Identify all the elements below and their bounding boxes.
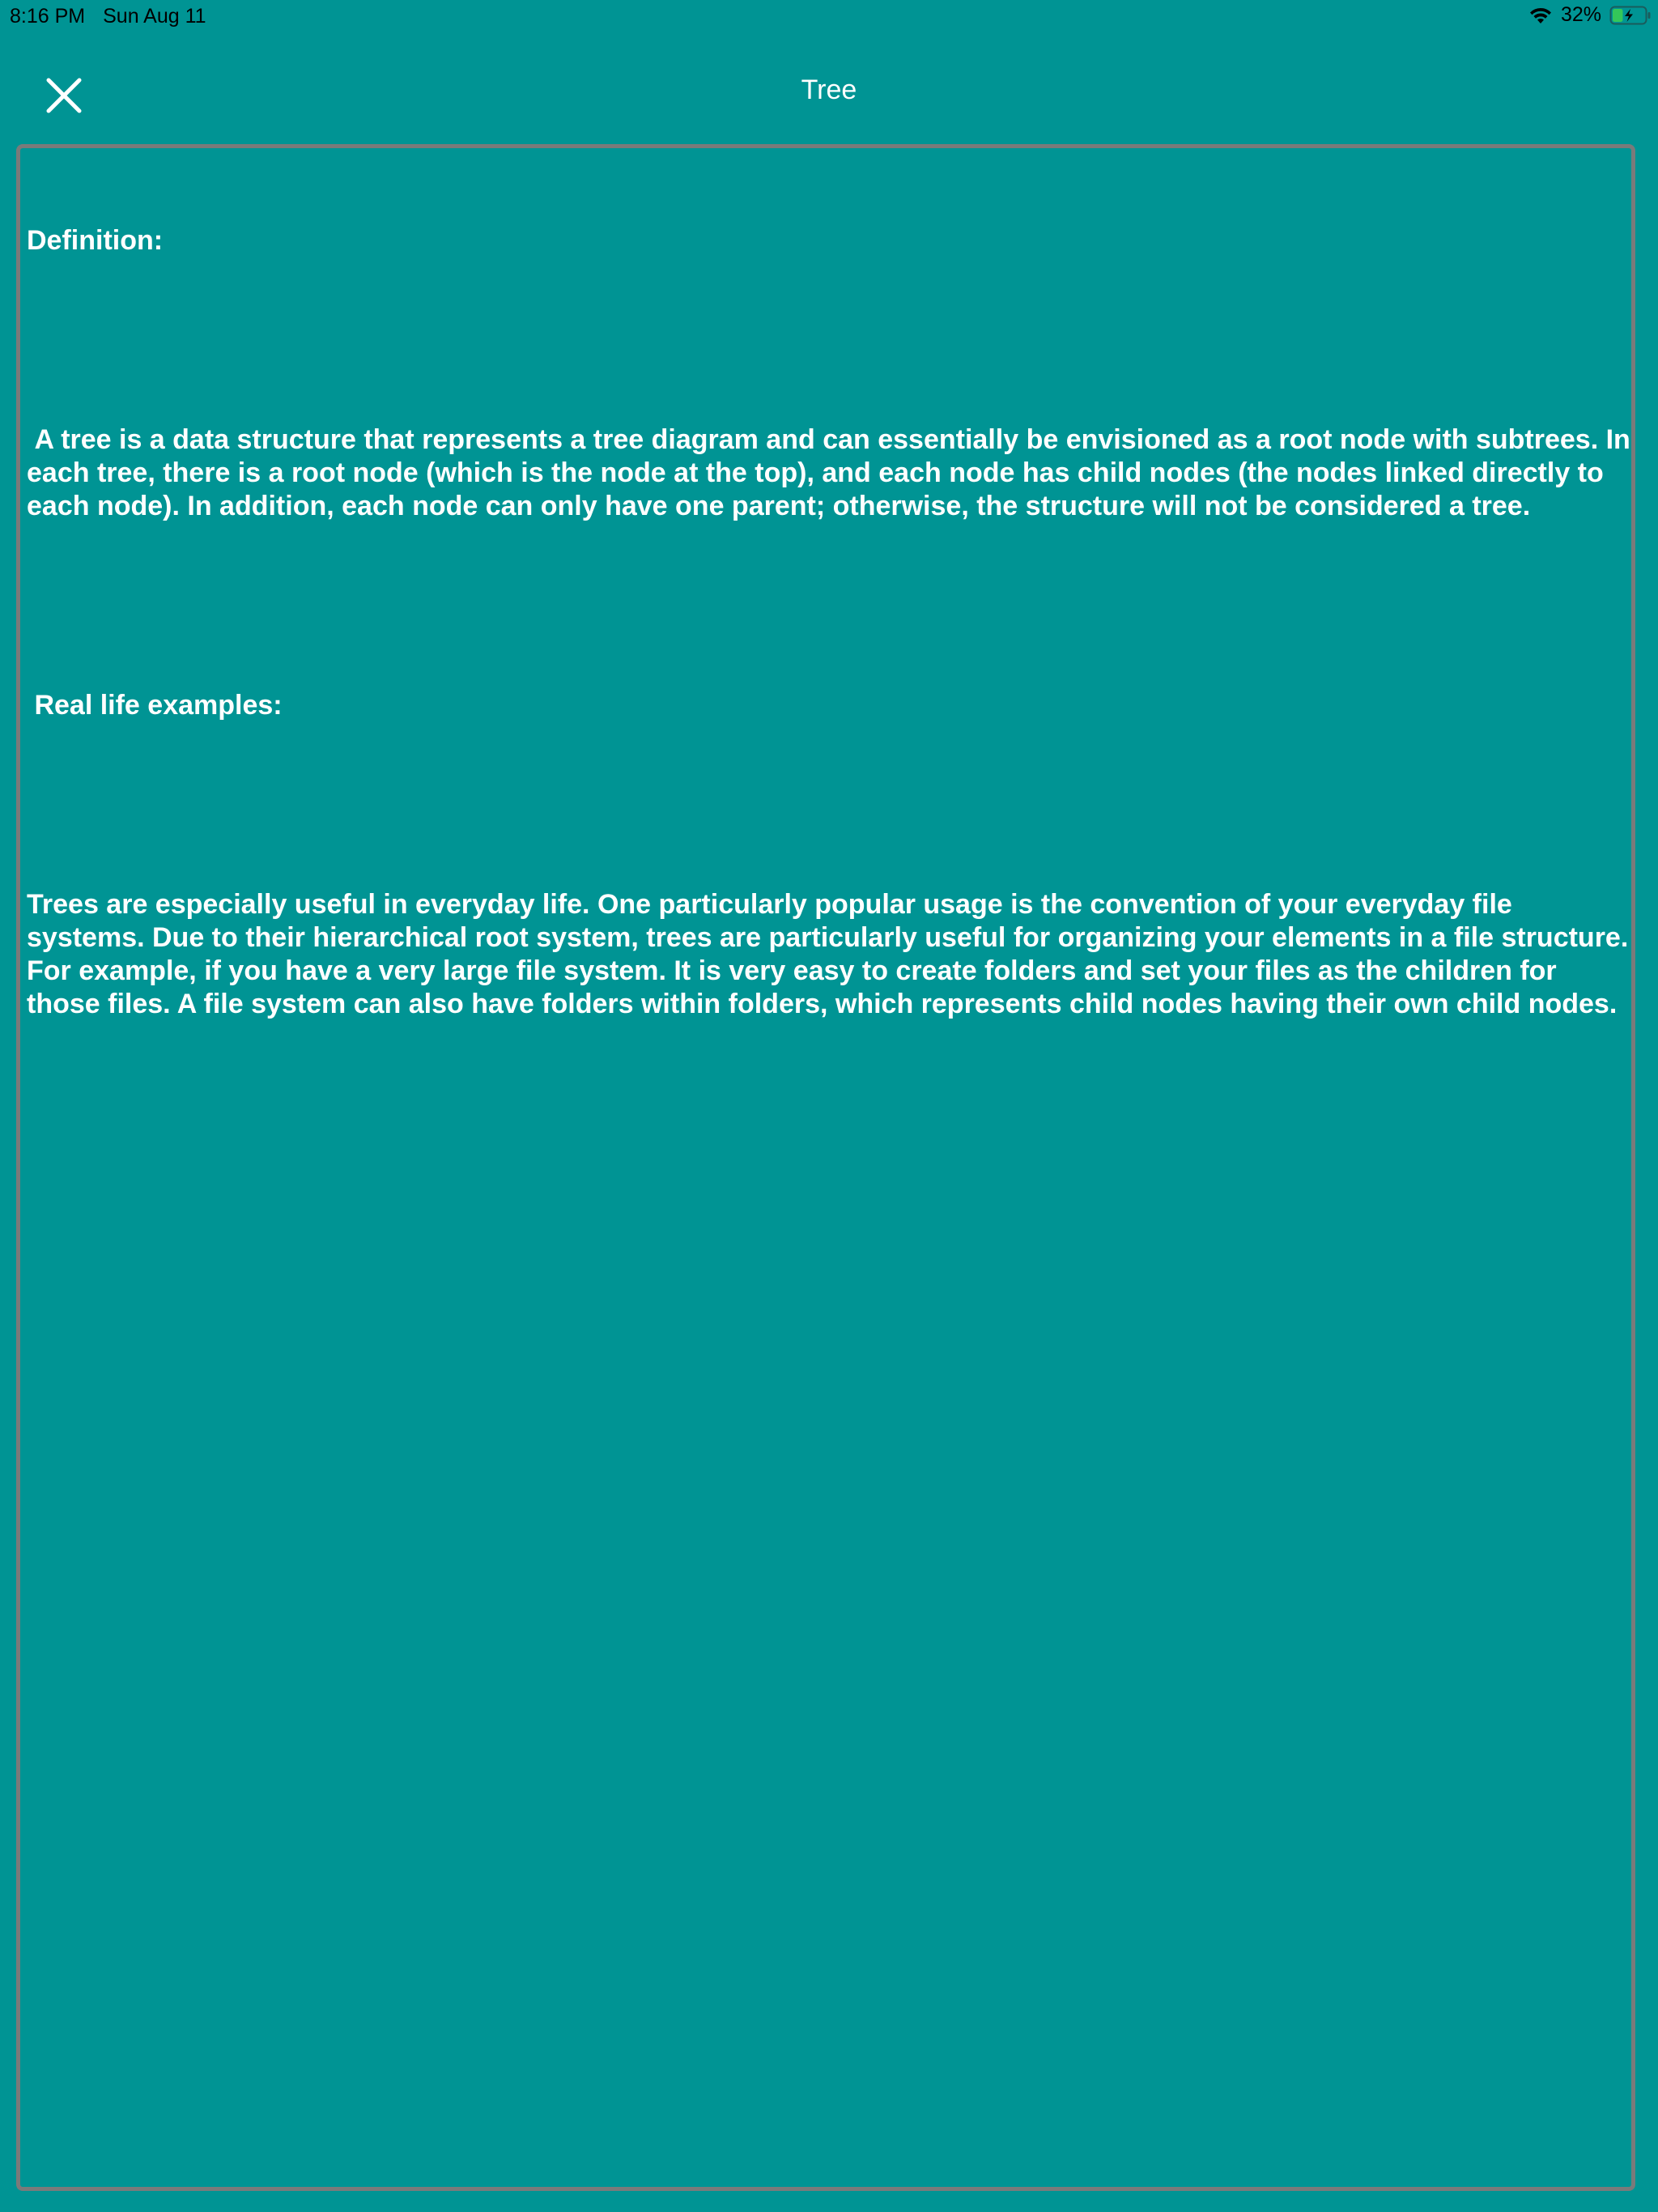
content-text-view[interactable]	[16, 144, 1639, 2191]
spacer	[27, 789, 1634, 822]
definition-heading: Definition:	[27, 225, 164, 256]
status-right	[1528, 3, 1652, 27]
examples-heading: Real life examples:	[27, 690, 283, 721]
content-text	[27, 158, 1639, 1087]
status-left	[10, 5, 224, 28]
status-time: 8:16 PM	[10, 5, 86, 28]
battery-percent: 32%	[1560, 3, 1601, 26]
definition-body: A tree is a data structure that represents a tree diagram and can essentially be envisioned as a root node with subtrees. In each tree, there is a root node (which is the node at the top), and each node has child nodes (the nodes linked directly to each node). In addition, each node can only have one parent; otherwise, the structure will not be considered a tree.	[27, 424, 1639, 521]
examples-body: Trees are especially useful in everyday life. One particularly popular usage is the convention of your everyday file systems. Due to their hierarchical root system, trees are particularly useful for organizing your elements in a file structure. For example, if you have a very large file system. It is very easy to create folders and set your files as the children for those files. A file system can also have folders within folders, which represents child nodes having their own child nodes.	[27, 889, 1636, 1019]
nav-bar	[0, 32, 1658, 142]
spacer	[27, 324, 1634, 357]
status-bar	[0, 0, 1658, 32]
wifi-icon	[1528, 6, 1553, 25]
page-title: Tree	[801, 74, 857, 105]
battery-charging-icon	[1609, 5, 1652, 26]
spacer	[27, 589, 1634, 623]
status-date: Sun Aug 11	[103, 5, 206, 28]
